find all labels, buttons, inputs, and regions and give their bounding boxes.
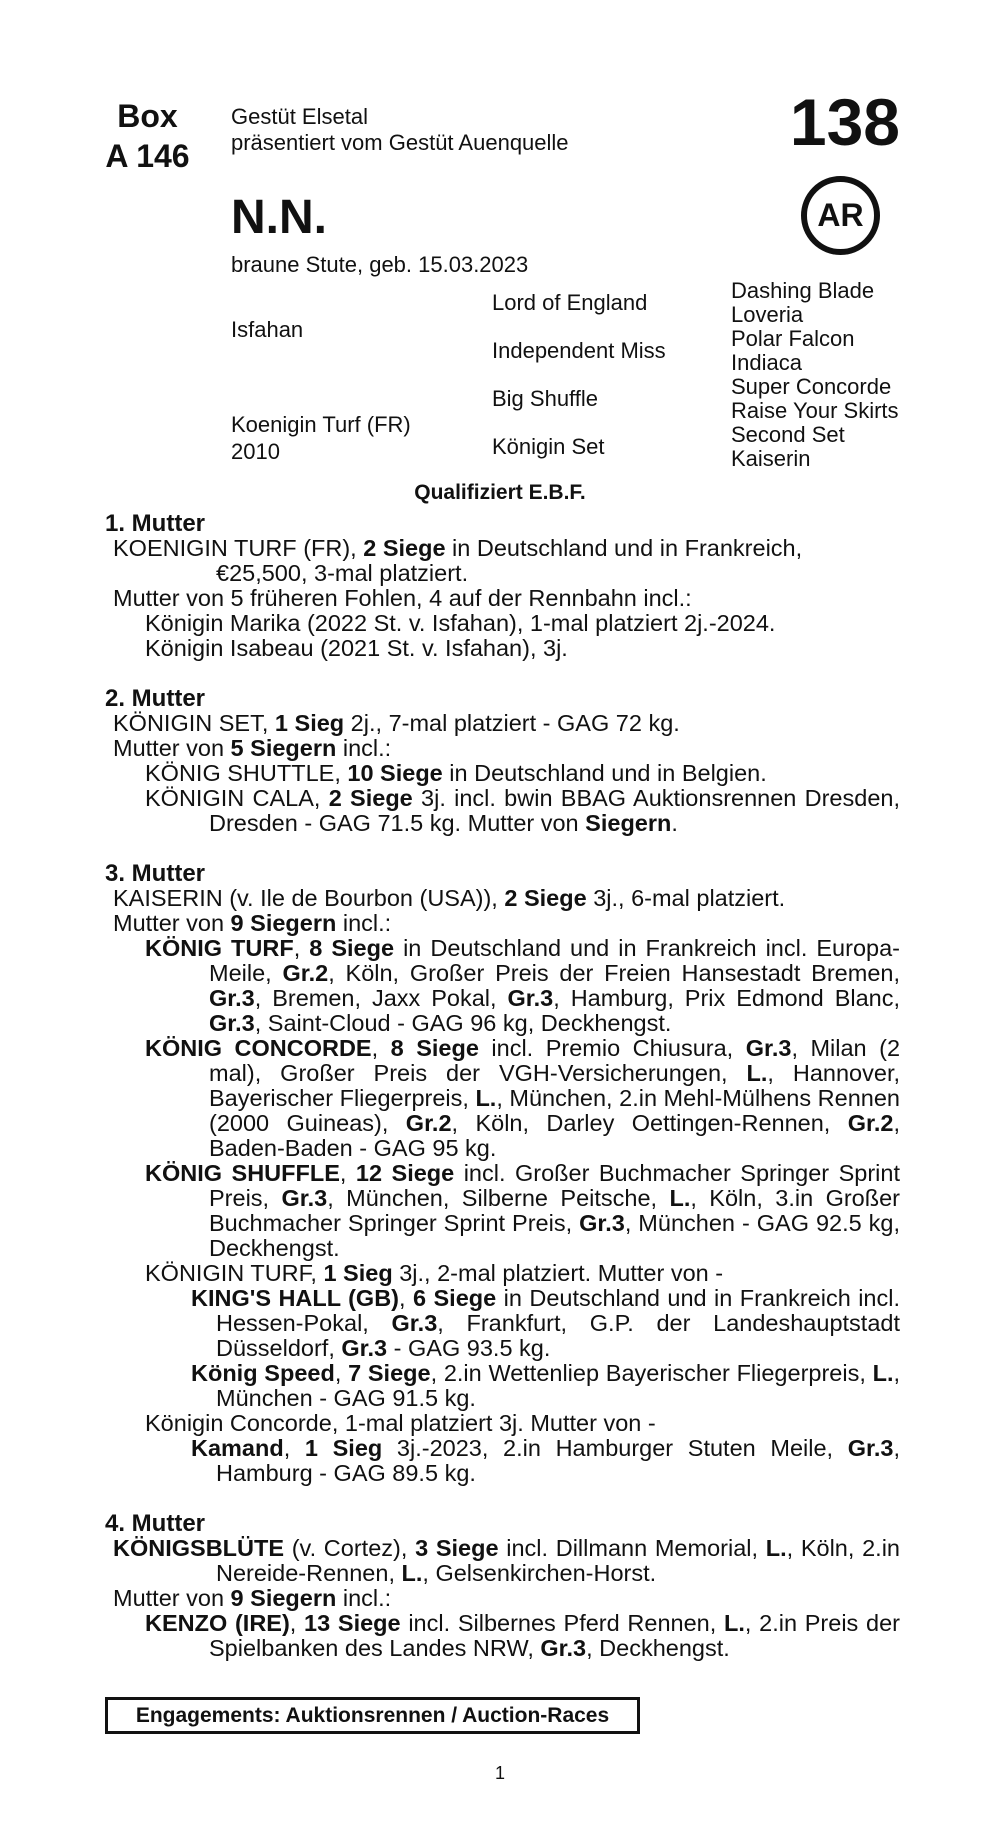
pedigree-grandparent: Lord of England [492,290,648,315]
grade: Gr.3 [579,1210,625,1236]
mutter-3-grand-offspring-koenig-speed [105,1361,900,1411]
wins: 1 Sieg [323,1260,393,1286]
mutter-3-grand-offspring-kings-hall [105,1286,900,1361]
grade: Gr.3 [341,1335,388,1361]
text: incl. Premio Chiusura, [478,1035,746,1061]
mutter-3-produce [105,911,900,936]
text: , Bremen, Jaxx Pokal, [254,985,508,1011]
dam-line-section [105,511,900,1661]
grade: L. [765,1535,787,1561]
mutter-1-foal: Königin Marika (2022 St. v. Isfahan), 1-mal platziert 2j.-2024. [145,610,776,636]
ar-badge: AR [801,176,880,255]
text: incl.: [336,1585,392,1611]
pedigree-great-grandparent: Kaiserin [731,446,811,471]
mutter-2-offspring [105,786,900,836]
text: in Deutschland und in Frankreich, [445,535,803,561]
text: incl.: [336,735,392,761]
grade: Gr.3 [209,1010,255,1036]
grade: Gr.3 [391,1310,438,1336]
text: incl. Silbernes Pferd Rennen, [400,1610,724,1636]
pedigree-great-grandparent: Super Concorde [731,374,892,399]
text: , Frankfurt, G.P. der Landeshauptstadt Düsseldorf, [216,1310,900,1361]
text: , Milan (2 mal), Großer Preis der VGH-Versicherungen, [209,1035,901,1086]
wins: 1 Sieg [304,1435,383,1461]
wins: 8 Siege [390,1035,479,1061]
grade: Gr.2 [282,960,329,986]
grade: Gr.3 [540,1635,587,1661]
text: incl.: [336,910,392,936]
text: , 2.in Preis der Spielbanken des Landes NRW, [209,1610,900,1661]
text: , München - GAG 91.5 kg. [216,1360,901,1411]
seller-line-1: Gestüt Elsetal [231,104,368,129]
text: KAISERIN (v. Ile de Bourbon (USA)), [113,885,505,911]
text: , Köln, Großer Preis der Freien Hansestadt Bremen, [328,960,900,986]
winners: 9 Siegern [230,910,337,936]
pedigree-dam-year: 2010 [231,439,280,464]
grade: Gr.2 [405,1110,452,1136]
mutter-3-offspring-koenigin-turf [105,1261,900,1286]
text: KOENIGIN TURF (FR), [113,535,364,561]
text: , [293,935,310,961]
text: incl. Dillmann Memorial, [498,1535,766,1561]
wins: 1 Sieg [274,710,345,736]
text: , Saint-Cloud - GAG 96 kg, Deckhengst. [254,1010,672,1036]
wins: 6 Siege [412,1285,497,1311]
text: , [283,1435,305,1461]
seller-info [231,104,569,156]
mutter-2-produce [105,736,900,761]
text: , [289,1610,305,1636]
text: - GAG 93.5 kg. [387,1335,551,1361]
mutter-3-line [105,886,900,911]
text: in Deutschland und in Frankreich incl. Hessen-Pokal, [216,1285,901,1336]
text: , München, Silberne Peitsche, [327,1185,670,1211]
pedigree-sire: Isfahan [231,317,304,342]
qualification: Qualifiziert E.B.F. [414,481,586,504]
mutter-2-offspring [105,761,900,786]
text: , München, 2.in Mehl-Mülhens Rennen (2000 Guineas), [209,1085,900,1136]
mutter-3-heading: 3. Mutter [105,860,206,887]
mutter-1-heading: 1. Mutter [105,510,206,537]
grade: L. [724,1610,745,1636]
box-word: Box [117,98,178,134]
mutter-1-foal: Königin Isabeau (2021 St. v. Isfahan), 3j. [145,635,568,661]
wins: 2 Siege [504,885,587,911]
pedigree-great-grandparent: Dashing Blade [731,278,875,303]
pedigree-grandparent: Big Shuffle [492,386,599,411]
text: KÖNIGIN TURF, [145,1260,324,1286]
mutter-4-offspring-kenzo [105,1611,900,1661]
text: , Köln, Darley Oettingen-Rennen, [451,1110,848,1136]
wins: 3 Siege [415,1535,499,1561]
text: . [671,810,678,836]
horse-name: N.N. [231,191,327,244]
text: , [399,1285,413,1311]
text: , Gelsenkirchen-Horst. [422,1560,657,1586]
seller-line-2: präsentiert vom Gestüt Auenquelle [231,130,569,155]
text: Mutter von [113,910,231,936]
pedigree-great-grandparent: Loveria [731,302,804,327]
mutter-1-earnings: €25,500, 3-mal platziert. [216,560,469,586]
horse: KING'S HALL (GB) [191,1285,400,1311]
wins: 8 Siege [309,935,395,961]
wins: 10 Siege [347,760,443,786]
text: 3j. incl. bwin BBAG Auktionsrennen Dresden, Dresden - GAG 71.5 kg. Mutter von [209,785,900,836]
wins: 7 Siege [348,1360,431,1386]
grade: L. [669,1185,691,1211]
wins: 2 Siege [363,535,446,561]
box-label [100,96,195,176]
text: , Köln, 3.in Großer Buchmacher Springer Sprint Preis, [209,1185,900,1236]
wins: 12 Siege [355,1160,455,1186]
text: , Deckhengst. [586,1635,730,1661]
text: KÖNIGIN CALA, [145,785,329,811]
grade: L. [872,1360,894,1386]
grade: Gr.3 [507,985,554,1011]
mutter-3-offspring-koenig-shuffle [105,1161,900,1261]
text: in Deutschland und in Belgien. [442,760,767,786]
box-number: A 146 [105,138,190,174]
winners: Siegern [585,810,672,836]
text: incl. Großer Buchmacher Springer Sprint Preis, [209,1160,900,1211]
engagements-box: Engagements: Auktionsrennen / Auction-Races [105,1697,640,1734]
mutter-2-heading: 2. Mutter [105,685,206,712]
wins: 13 Siege [304,1610,401,1636]
text: 3j.-2023, 2.in Hamburger Stuten Meile, [382,1435,848,1461]
horse: König Speed [191,1360,335,1386]
winners: 9 Siegern [230,1585,337,1611]
mutter-2-line [105,711,900,736]
text: 2j., 7-mal platziert - GAG 72 kg. [344,710,680,736]
lot-number: 138 [789,85,900,159]
text: , [334,1360,349,1386]
grade: Gr.3 [847,1435,894,1461]
mutter-1-produce: Mutter von 5 früheren Fohlen, 4 auf der Rennbahn incl.: [113,585,692,611]
horse: KÖNIGSBLÜTE [113,1535,285,1561]
mutter-4-line [105,1536,900,1586]
text: in Deutschland und in Frankreich incl. Europa-Meile, [209,935,900,986]
pedigree-grandparent: Independent Miss [492,338,666,363]
text: , Köln, 2.in Nereide-Rennen, [216,1535,900,1586]
text: Mutter von [113,735,231,761]
grade: Gr.3 [209,985,255,1011]
grade: L. [401,1560,423,1586]
text: 3j., 6-mal platziert. [586,885,786,911]
grade: L. [746,1060,768,1086]
pedigree-dam: Koenigin Turf (FR) [231,412,411,437]
grade: Gr.2 [847,1110,894,1136]
horse: KÖNIG CONCORDE [145,1035,372,1061]
mutter-3-grand-offspring-kamand [105,1436,900,1486]
grade: Gr.3 [745,1035,792,1061]
text: 3j., 2-mal platziert. Mutter von - [392,1260,724,1286]
text: , [371,1035,391,1061]
mutter-3-offspring-koenigin-concorde: Königin Concorde, 1-mal platziert 3j. Mutter von - [145,1410,656,1436]
pedigree-great-grandparent: Second Set [731,422,845,447]
mutter-4-heading: 4. Mutter [105,1510,206,1537]
horse: Kamand [191,1435,284,1461]
horse-description: braune Stute, geb. 15.03.2023 [231,252,529,277]
pedigree-great-grandparent: Raise Your Skirts [731,398,899,423]
pedigree-great-grandparent: Polar Falcon [731,326,855,351]
mutter-3-offspring-koenig-concorde [105,1036,900,1161]
horse: KÖNIG TURF [145,935,294,961]
text: , 2.in Wettenliep Bayerischer Fliegerpreis, [430,1360,873,1386]
mutter-3-offspring-koenig-turf [105,936,900,1036]
text: , München - GAG 92.5 kg, Deckhengst. [209,1210,900,1261]
horse: KENZO (IRE) [145,1610,290,1636]
mutter-1-line [105,536,900,561]
text: , [339,1160,356,1186]
winners: 5 Siegern [230,735,337,761]
pedigree-grandparent: Königin Set [492,434,605,459]
mutter-4-produce [105,1586,900,1611]
page-number: 1 [494,1763,505,1783]
text: , Baden-Baden - GAG 95 kg. [209,1110,900,1161]
text: , Hamburg, Prix Edmond Blanc, [553,985,901,1011]
text: , Hannover, Bayerischer Fliegerpreis, [209,1060,900,1111]
text: (v. Cortez), [284,1535,416,1561]
grade: L. [475,1085,497,1111]
pedigree-great-grandparent: Indiaca [731,350,802,375]
text: Mutter von [113,1585,231,1611]
wins: 2 Siege [328,785,413,811]
text: KÖNIGIN SET, [113,710,275,736]
text: , Hamburg - GAG 89.5 kg. [216,1435,900,1486]
text: KÖNIG SHUTTLE, [145,760,348,786]
grade: Gr.3 [281,1185,328,1211]
horse: KÖNIG SHUFFLE [145,1160,340,1186]
